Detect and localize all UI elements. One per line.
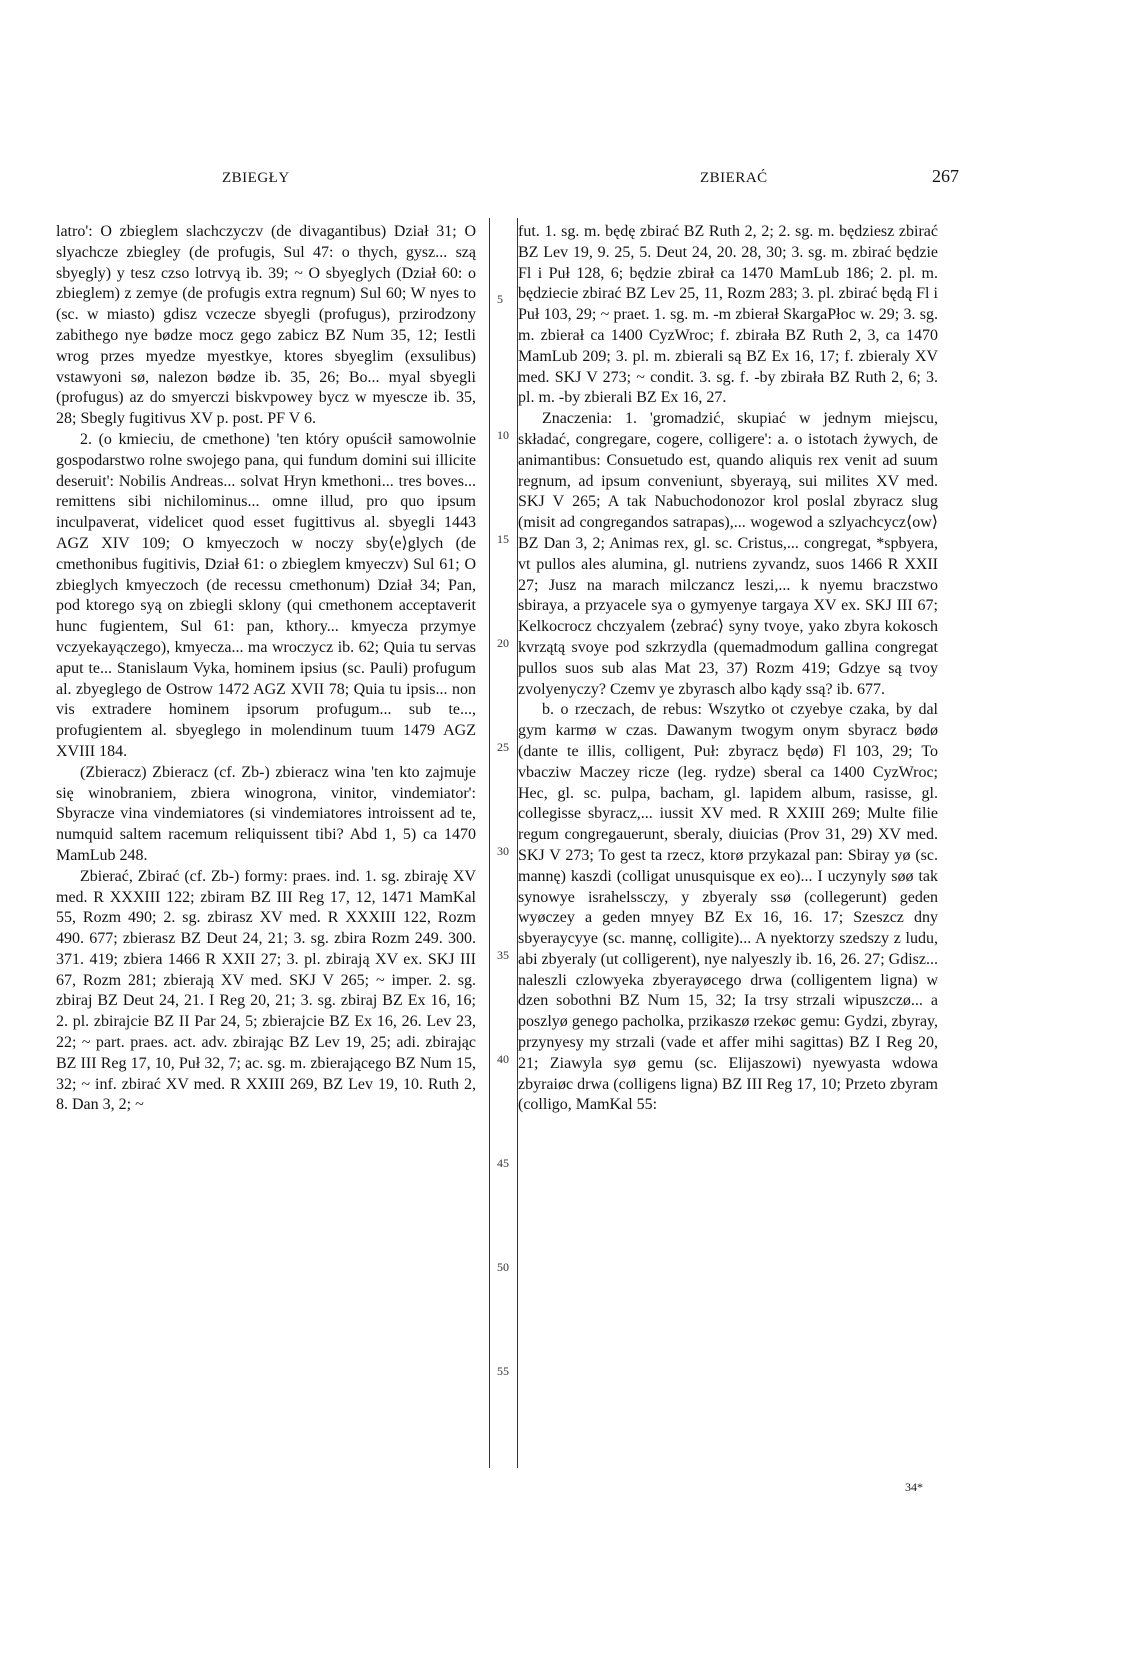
line-number: 30 (497, 844, 509, 858)
running-head-left: ZBIEGŁY (222, 170, 290, 186)
column-divider-left (489, 218, 490, 1468)
running-head-right: ZBIERAĆ (700, 170, 768, 186)
line-number: 55 (497, 1364, 509, 1378)
line-number: 35 (497, 948, 509, 962)
right-column (518, 222, 938, 1116)
page-number: 267 (932, 166, 959, 186)
printer-signature: 34* (905, 1480, 923, 1494)
line-number: 5 (497, 292, 503, 306)
line-number: 50 (497, 1260, 509, 1274)
entry-paragraph: 2. (o kmieciu, de cmethone) 'ten który opuścił samowolnie gospodarstwo rolne swojego pana, qui fundum domini sui illicite deseruit': Nobilis Andreas... solvat Hryn kmethoni... tres boves... remittens sibi nichilominus... omne illud, pro quo ipsum inculpaverat, videlicet quod esset fugittivus al. sbyegli 1443 AGZ XIV 109; O kmyeczoch w noczy sby⟨e⟩glych (de cmethonibus fugitivis, Dział 61: o zbieglem kmyeczv) Sul 61; O zbieglych kmyeczoch (de recessu cmethonum) Dział 34; Pan, pod ktorego syą on zbiegli sklony (qui cmethonem acceptaverit hunc fugientem, Sul 61: pan, kthory... kmyecza przymye vczyekayączego), kmyecza... ma wroczycz ib. 62; Quia tu servas aput te... Stanislaum Vyka, hominem ipsius (sc. Pauli) profugum al. zbyeglego de Ostrow 1472 AGZ XVII 78; Quia tu ipsis... non vis extradere hominem ipsorum profugum... sub te..., profugientem al. sbyeglego in molendinum tuum 1479 AGZ XVIII 184. (56, 430, 476, 760)
entry-paragraph: Zbierać, Zbirać (cf. Zb-) formy: praes. ind. 1. sg. zbiraję XV med. R XXXIII 122; zbiram BZ III Reg 17, 12, 1471 MamKal 55, Rozm 490; 2. sg. zbirasz XV med. R XXXIII 122, Rozm 490. 677; zbierasz BZ Deut 24, 21; 3. sg. zbira Rozm 249. 300. 371. 419; zbiera 1466 R XXII 27; 3. pl. zbirają XV ex. SKJ III 67, Rozm 281; zbierają XV med. SKJ V 265; ~ imper. 2. sg. zbiraj BZ Deut 24, 21. I Reg 20, 21; 3. sg. zbiraj BZ Ex 16, 16; 2. pl. zbirajcie BZ II Par 24, 5; zbierajcie BZ Ex 16, 26. Lev 23, 22; ~ part. praes. act. adv. zbirając BZ Lev 19, 25; adi. zbirając BZ III Reg 17, 10, Puł 32, 7; ac. sg. m. zbierającego BZ Num 15, 32; ~ inf. zbirać XV med. R XXIII 269, BZ Lev 19, 10. Ruth 2, 8. Dan 3, 2; ~ (56, 867, 476, 1114)
line-number: 15 (497, 532, 509, 546)
entry-paragraph: latro': O zbieglem slachczyczv (de divagantibus) Dział 31; O slyachcze zbiegley (de profugis, Sul 47: o thych, gysz... szą sbyegly) y tesz czso lotrvyą ib. 39; ~ O sbyeglych (Dział 60: o zbieglem) z zemye (de profugis extra regnum) Sul 60; W nyes to (sc. w miasto) gdisz vczecze sbyegli (profugus), przirodzony zabithego nye bødze mocz gego zabicz BZ Num 35, 12; Iestli wrog przes myedze myestkye, ktores sbyeglim (exsulibus) vstawyoni sø, nalezon bødze ib. 35, 26; Bo... myal sbyegli (profugus) az do smyerczi biskvpowey bycz w myescze ib. 35, 28; Sbegly fugitivus XV p. post. PF V 6. (56, 223, 476, 428)
left-column (56, 222, 476, 1116)
line-number: 45 (497, 1156, 509, 1170)
line-number: 20 (497, 636, 509, 650)
entry-paragraph: b. o rzeczach, de rebus: Wszytko ot czyebye czaka, by dal gym karmø w czas. Dawanym twogym onym sbyracz bødø (dante te illis, colligent, Puł: zbyracz będø) Fl 103, 29; To vbacziw Maczey ricze (leg. rydze) sberal ca 1400 CyzWroc; Hec, gl. sc. pulpa, bacham, gl. lapidem album, rasisse, gl. collegisse sbyracz,... iussit XV med. R XXIII 269; Multe filie regum congregauerunt, sberaly, diuicias (Prov 31, 29) XV med. SKJ V 273; To gest ta rzecz, ktorø przykazal pan: Sbiray yø (sc. mannę) kaszdi (colligat unusquisque ex eo)... I uczynyly søø tak synowye israhelssczy, y zbyeraly ssø (collegerunt) geden wyøczey a geden mnyey BZ Ex 16, 16. 17; Szeszcz dny sbyeraycyye (sc. mannę, colligite)... A nyektorzy szedszy z ludu, abi zbyeraly (ut colligerent), nye nalyeszly ib. 16, 26. 27; Gdisz... naleszli czlowyeka zbyerayøcego drwa (colligentem ligna) w dzen sobothni BZ Num 15, 32; Ia trsy strzali wipuszczø... a poszlyø genego pacholka, przikaszø rzekøc gemu: Gydzi, zbyray, przynyesy my strzali (vade et affer mihi sagittas) BZ I Reg 20, 21; Ziawyla syø gemu (sc. Elijaszowi) nyewyasta wdowa zbyraiøc drwa (colligens ligna) BZ III Reg 17, 10; Przeto zbyram (colligo, MamKal 55: (518, 701, 938, 1114)
entry-paragraph: fut. 1. sg. m. będę zbirać BZ Ruth 2, 2; 2. sg. m. będziesz zbirać BZ Lev 19, 9. 25, 5. Deut 24, 20. 28, 30; 3. sg. m. zbirać będzie Fl i Puł 128, 6; będzie zbirał ca 1470 MamLub 186; 2. pl. m. będziecie zbirać BZ Lev 25, 11, Rozm 283; 3. pl. zbirać będą Fl i Puł 103, 29; ~ praet. 1. sg. m. -m zbierał SkargaPłoc w. 29; 3. sg. m. zbierał ca 1400 CyzWroc; f. zbirała BZ Ruth 2, 3, ca 1470 MamLub 209; 3. pl. m. zbierali są BZ Ex 16, 17; f. zbieraly XV med. SKJ V 273; ~ condit. 3. sg. f. -by zbirała BZ Ruth 2, 6; 3. pl. m. -by zbierali BZ Ex 16, 27. (518, 223, 938, 407)
entry-paragraph: Znaczenia: 1. 'gromadzić, skupiać w jednym miejscu, składać, congregare, cogere, colligere': a. o istotach żywych, de animantibus: Consuetudo est, quando aliquis rex venit ad suum regnum, ad ipsum conveniunt, sbyerayą, sui milites XV med. SKJ V 265; A tak Nabuchodonozor krol poslal zbyracz slug (misit ad congregandos satrapas),... wogewod a szlyachcycz⟨ow⟩ BZ Dan 3, 2; Animas rex, gl. sc. Cristus,... congregat, *spbyera, vt pullos ales alumina, gl. nutriens zyvandz, suos 1466 R XXII 27; Jusz na marach milczancz leszi,... k nyemu braczstwo sbiraya, a przyacele sya o gymyenye targaya XV ex. SKJ III 67; Kelkocrocz chczyalem ⟨zebrać⟩ syny tvoye, yako zbyra kokosch kvrzątą svoye pod szkrzydla (quemadmodum gallina congregat pullos suos sub alas Mat 23, 37) Rozm 419; Gdzye są tvoy zvolyenyczy? Czemv ye zbyrasch albo kądy ssą? ib. 677. (518, 410, 938, 698)
line-number: 40 (497, 1052, 509, 1066)
line-number: 10 (497, 428, 509, 442)
entry-paragraph: (Zbieracz) Zbieracz (cf. Zb-) zbieracz wina 'ten kto zajmuje się winobraniem, zbiera winogrona, vinitor, vindemiator': Sbyracze vina vindemiatores (si vindemiatores introissent ad te, numquid saltem racemum reliquissent tibi? Abd 1, 5) ca 1470 MamLub 248. (56, 763, 476, 864)
line-number: 25 (497, 740, 509, 754)
